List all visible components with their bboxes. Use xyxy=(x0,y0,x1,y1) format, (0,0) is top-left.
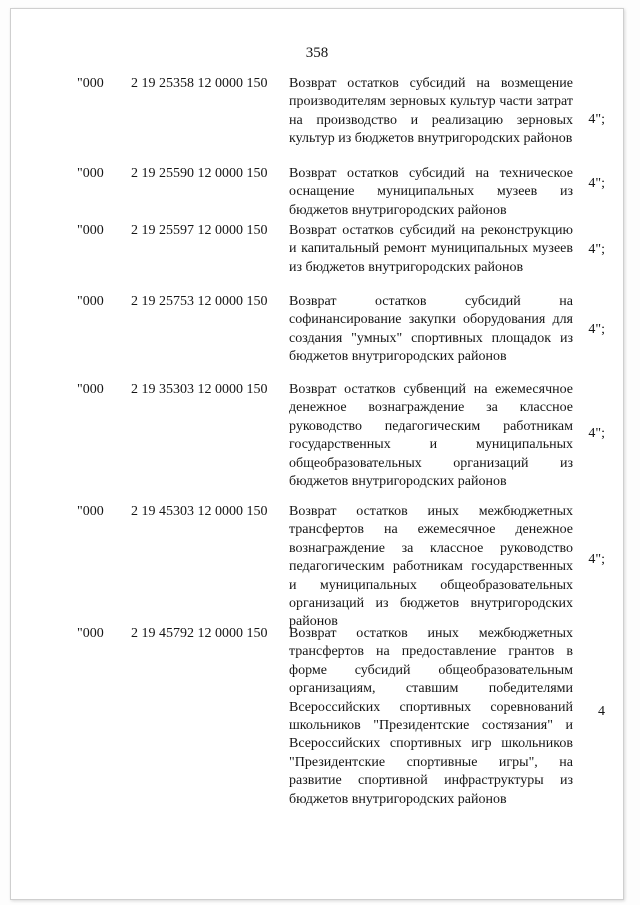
budget-classification-code: 2 19 45792 12 0000 150 xyxy=(131,626,268,641)
budget-classification-code: 2 19 25358 12 0000 150 xyxy=(131,76,268,91)
row-description: Возврат остатков субсидий на софинансирование закупки оборудования для создания "умных" спортивных площадок из бюджетов внутригородских районов xyxy=(289,294,573,365)
row-prefix: "000 xyxy=(77,166,104,181)
budget-classification-code: 2 19 35303 12 0000 150 xyxy=(131,382,268,397)
row-column-4: 4"; xyxy=(588,112,605,127)
table-row xyxy=(11,625,623,835)
row-description: Возврат остатков субсидий на техническое оснащение муниципальных музеев из бюджетов внутригородских районов xyxy=(289,166,573,218)
page-number: 358 xyxy=(305,45,329,61)
budget-code-table xyxy=(11,75,623,835)
row-column-4: 4"; xyxy=(588,426,605,441)
table-row xyxy=(11,381,623,503)
row-column-4: 4"; xyxy=(588,322,605,337)
document-page xyxy=(10,8,624,900)
table-row xyxy=(11,75,623,165)
row-description: Возврат остатков субвенций на ежемесячное денежное вознаграждение за классное руководство педагогическим работникам государственных и муниципальных общеобразовательных организаций из бюджетов внутригородских районов xyxy=(289,382,573,490)
row-prefix: "000 xyxy=(77,504,104,519)
row-column-4: 4 xyxy=(598,704,605,719)
budget-classification-code: 2 19 45303 12 0000 150 xyxy=(131,504,268,519)
budget-classification-code: 2 19 25753 12 0000 150 xyxy=(131,294,268,309)
row-prefix: "000 xyxy=(77,294,104,309)
row-prefix: "000 xyxy=(77,382,104,397)
table-row xyxy=(11,293,623,381)
budget-classification-code: 2 19 25597 12 0000 150 xyxy=(131,223,268,238)
row-column-4: 4"; xyxy=(588,242,605,257)
table-row xyxy=(11,165,623,222)
budget-classification-code: 2 19 25590 12 0000 150 xyxy=(131,166,268,181)
row-column-4: 4"; xyxy=(588,176,605,191)
row-prefix: "000 xyxy=(77,76,104,91)
row-description: Возврат остатков субсидий на возмещение производителям зерновых культур части затрат на производство и реализацию зерновых культур из бюджетов внутригородских районов xyxy=(289,76,573,147)
row-column-4: 4"; xyxy=(588,552,605,567)
table-row xyxy=(11,222,623,293)
row-description: Возврат остатков иных межбюджетных трансфертов на ежемесячное денежное вознаграждение за классное руководство педагогическим работникам государственных и муниципальных общеобразовательных организаций из бюджетов внутригородских районов xyxy=(289,504,573,630)
row-prefix: "000 xyxy=(77,626,104,641)
row-prefix: "000 xyxy=(77,223,104,238)
table-row xyxy=(11,503,623,630)
row-description: Возврат остатков субсидий на реконструкцию и капитальный ремонт муниципальных музеев из бюджетов внутригородских районов xyxy=(289,223,573,275)
row-description: Возврат остатков иных межбюджетных трансфертов на предоставление грантов в форме субсидий общеобразовательным организациям, ставшим победителями Всероссийских спортивных соревнований школьников "Президентские состязания" и Всероссийских спортивных игр школьников "Президентские спортивные игры", на развитие спортивной инфраструктуры из бюджетов внутригородских районов xyxy=(289,626,573,807)
